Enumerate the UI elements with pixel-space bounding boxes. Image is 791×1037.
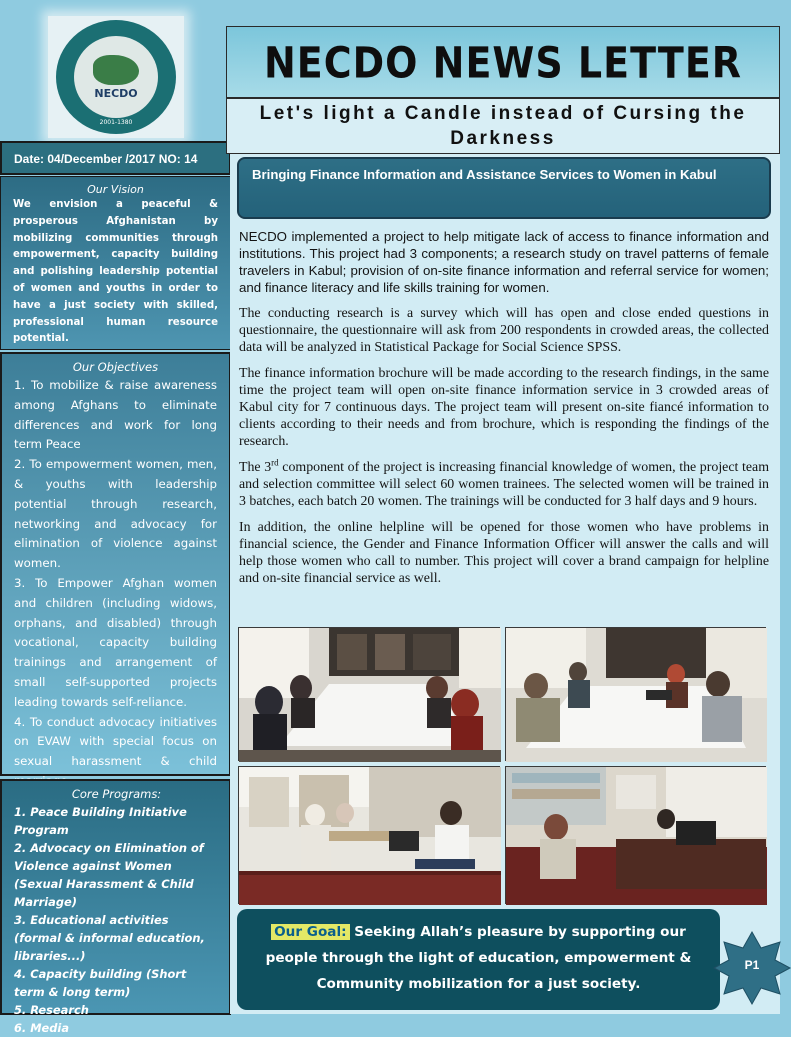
goal-label: Our Goal: <box>271 924 349 940</box>
article-title: Bringing Finance Information and Assistance Services to Women in Kabul <box>237 157 771 219</box>
article-paragraph: The conducting research is a survey which will has open and close ended questions in questionnaire, the questionnaire will ask from 200 respondents in crowded areas, the collected data will be analyzed in Statistical Package for Social Science SPSS. <box>239 306 769 355</box>
photo-meeting-group <box>505 627 766 761</box>
afghanistan-map-icon <box>93 55 139 85</box>
program-item: 2. Advocacy on Elimination of Violence against Women (Sexual Harassment & Child Marriage) <box>14 841 204 909</box>
article-paragraph: NECDO implemented a project to help mitigate lack of access to finance information and institutions. This project had 3 components; a research study on travel patterns of female travelers in Kabul; provision of on-site finance information and referral service for women; and finance literacy and life skills training for women. <box>239 229 769 295</box>
core-programs-title: Core Programs: <box>71 787 162 801</box>
newsletter-title: NECDO NEWS LETTER <box>263 38 743 88</box>
page-number: P1 <box>744 958 760 972</box>
date-line: Date: 04/December /2017 NO: 14 <box>0 141 231 175</box>
article-paragraph: The finance information brochure will be made according to the research findings, in the same time the project team will open on-site finance information service in 3 crowded areas of Kabul city for 7 continuous days. The project team will present on-site fiancé information to clients according to their needs and from brochure, which is responding the findings of the research. <box>239 366 769 449</box>
logo <box>48 16 184 138</box>
goal-text: Seeking Allah’s pleasure by supporting our people through the light of education, empowerment & Community mobilization for a just society. <box>265 924 692 992</box>
vision-text: We envision a peaceful & prosperous Afghanistan by mobilizing communities through empowerment, capacity building and polishing leadership potential of women and youths in order to have a just society with skilled, professional human resource potential. <box>13 199 218 345</box>
program-item: 5. Research <box>14 1003 89 1017</box>
article-paragraph <box>239 459 769 510</box>
article-text: The 3 <box>239 460 272 475</box>
objectives-title: Our Objectives <box>72 360 159 374</box>
article-paragraph: In addition, the online helpline will be opened for those women who have problems in financial science, the Gender and Finance Information Officer will answer the calls and will help those women who call to number. This project will cover a brand campaign for helpline and on-site financial service as well. <box>239 520 769 586</box>
vision-title: Our Vision <box>87 183 144 196</box>
tagline-box <box>226 98 780 154</box>
vision-panel <box>0 176 231 350</box>
core-programs-panel <box>0 779 231 1035</box>
program-item: 1. Peace Building Initiative Program <box>14 805 187 837</box>
program-item: 3. Educational activities (formal & informal education, libraries...) <box>14 913 205 963</box>
objectives-panel <box>0 352 231 776</box>
objective-item: 4. To conduct advocacy initiatives on EVAW with special focus on sexual harassment & child <box>14 714 217 769</box>
logo-years: 2001-1380 <box>99 119 133 126</box>
logo-seal <box>56 20 176 134</box>
photo-meeting-women <box>238 627 500 761</box>
objective-item: 2. To empowerment women, men, & youths with leadership potential through research, networking and advocacy for elimination of violence against women. <box>14 457 217 571</box>
logo-name: NECDO <box>94 86 138 100</box>
photo-office-desk <box>505 766 766 904</box>
objective-item: 3. To Empower Afghan women and children (including widows, orphans, and disabled) through vocational, capacity building trainings and arrangement of small self-supported projects leading towards self-reliance. <box>14 575 217 709</box>
goal-banner <box>237 909 720 1010</box>
tagline: Let's light a Candle instead of Cursing the Darkness <box>259 103 747 149</box>
article-body <box>239 228 769 596</box>
photo-office-staff <box>238 766 500 904</box>
objective-item: 1. To mobilize & raise awareness among Afghans to eliminate differences and work for long term Peace <box>14 378 217 452</box>
article-text: component of the project is increasing financial knowledge of women, the project team and selection committee will select 60 women trainees. The selected women will be trained in 3 batches, each batch 20 women. The trainings will be conducted for 3 half days and 9 hours. <box>239 460 769 509</box>
program-item: 6. Media <box>14 1021 70 1035</box>
logo-emblem <box>74 36 158 118</box>
newsletter-title-box <box>226 26 780 98</box>
ordinal-suffix: rd <box>271 457 279 468</box>
program-item: 4. Capacity building (Short term & long term) <box>14 967 187 999</box>
